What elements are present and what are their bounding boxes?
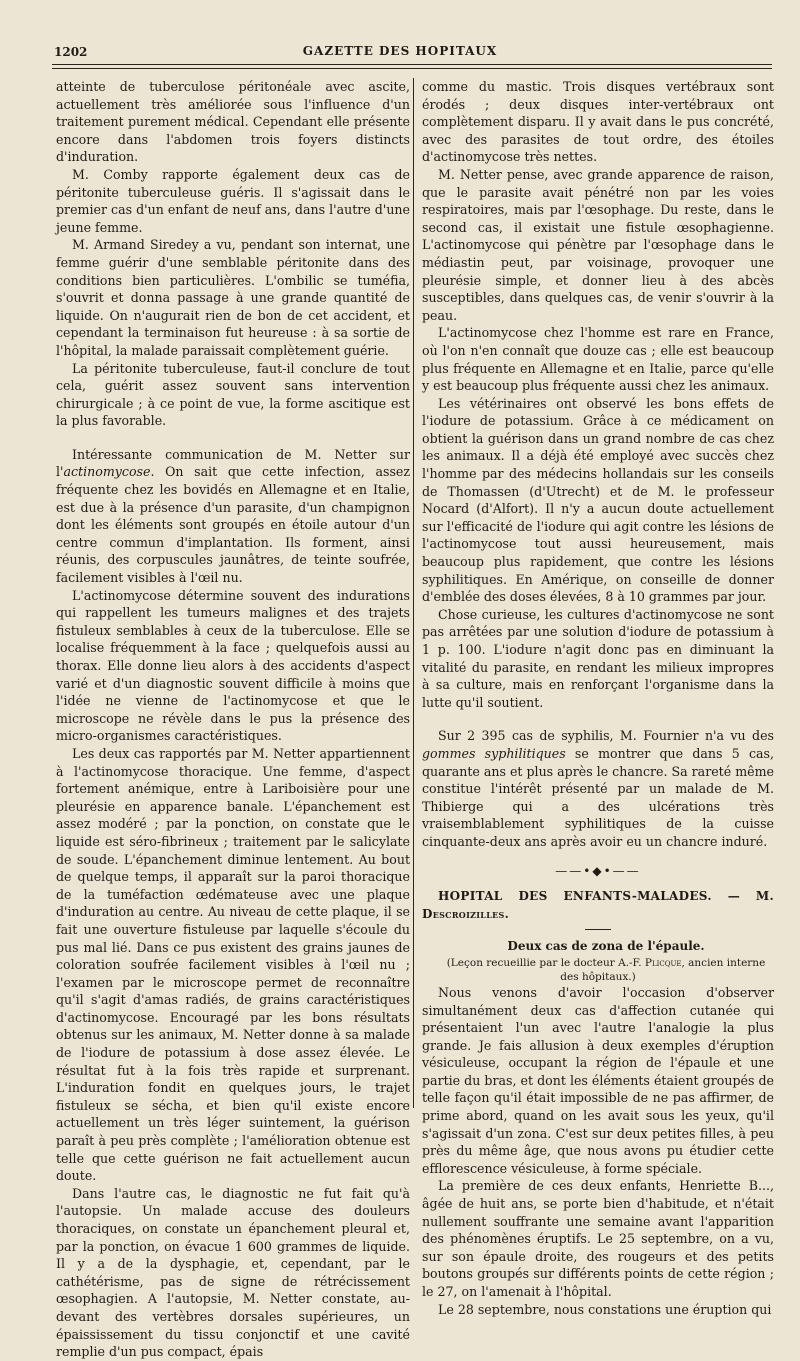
reporter-name: Plicque (644, 956, 682, 969)
lecture-note (422, 956, 774, 984)
text-run: Intéressante communication de M. Netter sur l' (56, 446, 410, 480)
paragraph: atteinte de tuberculose péritonéale avec ascite, actuellement très améliorée sous l'influence d'un traitement purement médical. Cependant elle présente encore dans l'abdomen trois foyers distincts d'induration. (56, 79, 410, 165)
text-run: . On sait que cette infection, assez fréquente chez les bovidés en Allemagne et en Italie, est due à la présence d'un parasite, d'un champignon dont les éléments sont groupés en étoile autour d'un centre commun d'implantation. Ils forment, ainsi réunis, des corpuscules jaunâtres, de teinte soufrée, facilement visibles à l'œil nu. (56, 464, 410, 586)
italic-term: gommes syphilitiques (422, 745, 566, 761)
paragraph: comme du mastic. Trois disques vertébraux sont érodés ; deux disques inter-vertébraux ont complètement disparu. Il y avait dans le pus concrété, avec des parasites de tout ordre, des étoiles d'actinomycose très nettes. (422, 79, 774, 165)
text-run: — M. (711, 889, 774, 904)
section-ornament: ——•◆•—— (555, 863, 641, 878)
section-title (422, 888, 774, 923)
paragraph: L'actinomycose détermine souvent des indurations qui rappellent les tumeurs malignes et des trajets fistuleux semblables à ceux de la tuberculose. Elle se localise fréquemment à la face ; quelquefois aussi au thorax. Elle donne lieu alors à des accidents d'aspect varié et d'un diagnostic souvent difficile à moins que l'idée ne vienne de l'actinomycose et que le microscope ne révèle dans le pus la présence des micro-organismes caractéristiques. (56, 587, 410, 744)
paragraph: M. Armand Siredey a vu, pendant son internat, une femme guérir d'une semblable péritonite dans des conditions bien particulières. L'ombilic se tuméfia, s'ouvrit et donna passage à une grande quantité de liquide. On n'augurait rien de bon de cet accident, et cependant la terminaison fut heureuse : à sa sortie de l'hôpital, la malade paraissait complètement guérie. (56, 237, 410, 358)
paragraph (422, 727, 774, 850)
paragraph: Le 28 septembre, nous constations une éruption qui (438, 1301, 772, 1317)
short-rule (585, 929, 611, 930)
paragraph: La péritonite tuberculeuse, faut-il conclure de tout cela, guérit assez souvent sans intervention chirurgicale ; à ce point de vue, la forme ascitique est la plus favorable. (56, 360, 410, 429)
column-divider (413, 78, 414, 1108)
paragraph: Dans l'autre cas, le diagnostic ne fut fait qu'à l'autopsie. Un malade accuse des douleurs thoraciques, on constate un épanchement pleural et, par la ponction, on évacue 1 600 grammes de liquide. Il y a de la dysphagie, et, cependant, par le cathétérisme, pas de signe de rétrécissement œsophagien. A l'autopsie, M. Netter constate, au-devant des vertèbres dorsales supérieures, un épaississement du tissu conjonctif et une cavité remplie d'un pus compact, épais (56, 1185, 410, 1360)
right-column (422, 78, 774, 1318)
text-run: se montrer que dans 5 cas, quarante ans et plus après le chancre. Sa rareté même constitue l'intérêt présenté par un malade de M. Thibierge qui a des ulcérations très vraisemblablement syphilitiques de la cuisse cinquante-deux ans après avoir eu un chancre induré. (422, 745, 774, 849)
running-head: GAZETTE DES HOPITAUX (302, 44, 498, 58)
author-name: Descroizilles. (422, 906, 510, 921)
paragraph: Les vétérinaires ont observé les bons effets de l'iodure de potassium. Grâce à ce médicament on obtient la guérison dans un grand nombre de cas chez les animaux. Il a déjà été employé avec succès chez l'homme par des médecins hollandais sur les conseils de Thomassen (d'Utrecht) et de M. le professeur Nocard (d'Alfort). Il n'y a aucun doute actuellement sur l'efficacité de l'iodure qui agit contre les lésions de l'actinomycose tout aussi heureusement, mais beaucoup plus rapidement, que contre les lésions syphilitiques. En Amérique, on conseille de donner d'emblée des doses élevées, 8 à 10 grammes par jour. (422, 395, 774, 605)
paragraph: L'actinomycose chez l'homme est rare en France, où l'on n'en connaît que douze cas ; elle est beaucoup plus fréquente en Allemagne et en Italie, parce qu'elle y est beaucoup plus fréquente aussi chez les animaux. (422, 325, 774, 394)
italic-term: actinomycose (63, 464, 151, 480)
paragraph: La première de ces deux enfants, Henriette B..., âgée de huit ans, se porte bien d'habitude, et n'était nullement souffrante une semaine avant l'apparition des phénomènes éruptifs. Le 25 septembre, on a vu, sur son épaule droite, des rougeurs et des petits boutons groupés sur différents points de cette région ; le 27, on l'amenait à l'hôpital. (422, 1178, 774, 1299)
left-column (56, 78, 410, 1361)
text-run: , ancien interne des hôpitaux.) (560, 956, 766, 983)
paragraph: Nous venons d'avoir l'occasion d'observer simultanément deux cas d'affection cutanée qui présentaient l'un avec l'autre l'analogie la plus grande. Je fais allusion à deux exemples d'éruption vésiculeuse, occupant la région de l'épaule et une partie du bras, et dont les éléments étaient groupés de telle façon qu'il était impossible de ne pas affirmer, de prime abord, quand on les avait sous les yeux, qu'il s'agissait d'un zona. C'est sur deux petites filles, à peu près du même âge, que nous avons pu étudier cette efflorescence vésiculeuse, à forme spéciale. (422, 984, 774, 1176)
text-run: (Leçon recueillie par le docteur A.-F. (446, 956, 645, 969)
paragraph: Les deux cas rapportés par M. Netter appartiennent à l'actinomycose thoracique. Une femme, d'aspect fortement anémique, entre à Lariboisière pour une pleurésie en apparence banale. L'épanchement est assez modéré ; par la ponction, on constate que le liquide est séro-fibrineux ; traitement par le salicylate de soude. L'épanchement diminue lentement. Au bout de quelque temps, il apparaît sur la paroi thoracique de la tuméfaction œdémateuse avec une plaque d'induration au centre. Au niveau de cette plaque, il se fait une ouverture fistuleuse par laquelle s'écoule du pus mal lié. Dans ce pus existent des grains jaunes de coloration soufrée facilement visibles à l'œil nu ; l'examen par le microscope permet de reconnaître qu'il s'agit d'amas radiés, de grains caractéristiques d'actinomycose. Encouragé par les bons résultats obtenus sur les animaux, M. Netter donne à sa malade de l'iodure de potassium à dose assez élevée. Le résultat fut à la fois très rapide et surprenant. L'induration fondit en quelques jours, le trajet fistuleux se sécha, et bien qu'il existe encore actuellement un très léger suintement, la guérison paraît à peu près complète ; l'amélioration obtenue est telle que cette guérison ne fait actuellement aucun doute. (56, 745, 410, 1184)
page-number: 1202 (54, 45, 88, 59)
paragraph: Chose curieuse, les cultures d'actinomycose ne sont pas arrêtées par une solution d'iodure de potassium à 1 p. 100. L'iodure n'agit donc pas en diminuant la vitalité du parasite, en rendant les milieux impropres à sa culture, mais en renforçant l'organisme dans la lutte qu'il soutient. (422, 606, 774, 710)
header-rule-thin (52, 68, 772, 69)
text-run: Sur 2 395 cas de syphilis, M. Fournier n'a vu des (438, 728, 774, 744)
hospital-name: HOPITAL DES ENFANTS-MALADES. (438, 889, 712, 904)
header-rule (52, 64, 772, 65)
paragraph: M. Netter pense, avec grande apparence de raison, que le parasite avait pénétré non par les voies respiratoires, mais par l'œsophage. Du reste, dans le second cas, il existait une fistule œsophagienne. L'actinomycose qui pénètre par l'œsophage dans le médiastin peut, par voisinage, provoquer une pleurésie simple, et donner lieu à des abcès susceptibles, dans quelques cas, de venir s'ouvrir à la peau. (422, 166, 774, 323)
paragraph: M. Comby rapporte également deux cas de péritonite tuberculeuse guéris. Il s'agissait dans le premier cas d'un enfant de neuf ans, dans l'autre d'une jeune femme. (56, 166, 410, 235)
paragraph (56, 446, 410, 587)
lecture-title: Deux cas de zona de l'épaule. (507, 939, 705, 954)
